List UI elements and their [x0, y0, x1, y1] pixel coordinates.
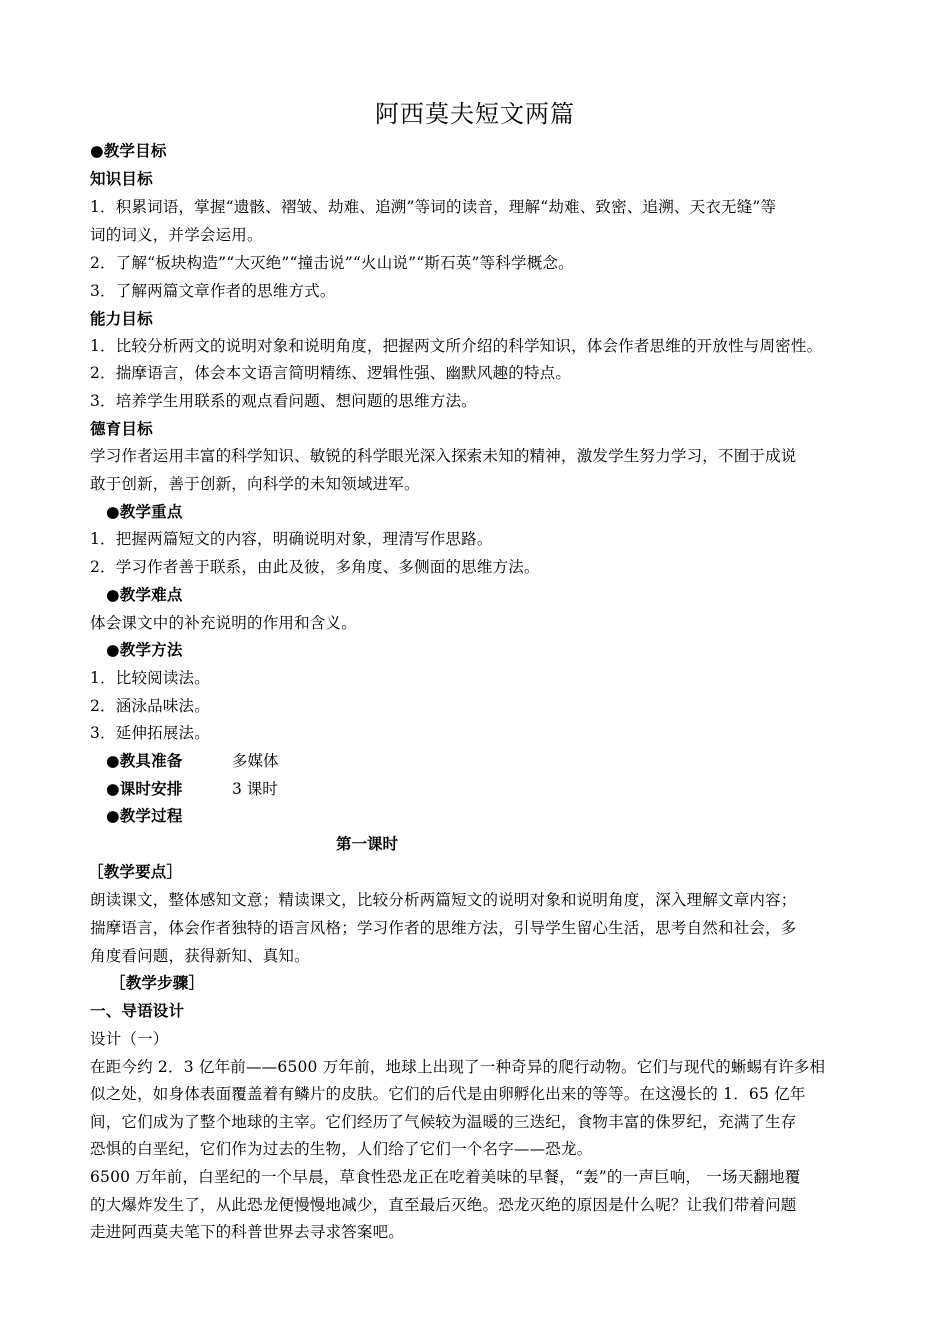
- tools-value: 多媒体: [232, 752, 279, 770]
- key-point-line: 1．把握两篇短文的内容，明确说明对象，理清写作思路。: [90, 530, 493, 548]
- lesson-heading: 第一课时: [335, 835, 398, 853]
- paragraph-line: 6500 万年前，白垩纪的一个早晨，草食性恐龙正在吃着美味的早餐，“轰”的一声巨响， 一场天翻地覆: [90, 1168, 801, 1186]
- knowledge-heading: 知识目标: [90, 170, 153, 188]
- schedule-heading: ●课时安排: [106, 780, 183, 798]
- ability-line: 1．比较分析两文的说明对象和说明角度，把握两文所介绍的科学知识，体会作者思维的开放性与周密性。: [90, 337, 823, 355]
- key-points-heading: ●教学重点: [106, 503, 183, 521]
- points-heading: ［教学要点］: [88, 863, 183, 881]
- difficulty-heading: ●教学难点: [106, 586, 183, 604]
- moral-line: 学习作者运用丰富的科学知识、敏锐的科学眼光深入探索未知的精神，激发学生努力学习，不囿于成说: [90, 447, 797, 465]
- methods-heading: ●教学方法: [106, 641, 183, 659]
- paragraph-line: 在距今约 2．3 亿年前——6500 万年前，地球上出现了一种奇异的爬行动物。它们与现代的蜥蜴有许多相: [90, 1058, 826, 1076]
- paragraph-line: 似之处，如身体表面覆盖着有鳞片的皮肤。它们的后代是由卵孵化出来的等等。在这漫长的 1．65 亿年: [90, 1085, 806, 1103]
- process-heading: ●教学过程: [106, 807, 183, 825]
- paragraph-line: 的大爆炸发生了，从此恐龙便慢慢地减少，直至最后灭绝。恐龙灭绝的原因是什么呢？让我们带着问题: [90, 1196, 797, 1214]
- page-title: 阿西莫夫短文两篇: [375, 100, 575, 128]
- ability-line: 2．揣摩语言，体会本文语言简明精练、逻辑性强、幽默风趣的特点。: [90, 364, 572, 382]
- steps-heading: ［教学步骤］: [110, 974, 205, 992]
- method-item: 1．比较阅读法。: [90, 669, 210, 687]
- paragraph-line: 间，它们成为了整个地球的主宰。它们经历了气候较为温暖的三迭纪，食物丰富的侏罗纪，充满了生存: [90, 1113, 797, 1131]
- points-line: 揣摩语言，体会作者独特的语言风格；学习作者的思维方法，引导学生留心生活，思考自然和社会，多: [90, 919, 797, 937]
- method-item: 3．延伸拓展法。: [90, 724, 210, 742]
- ability-heading: 能力目标: [90, 310, 153, 328]
- moral-line: 敢于创新，善于创新，向科学的未知领域进军。: [90, 475, 420, 493]
- points-line: 角度看问题，获得新知、真知。: [90, 947, 310, 965]
- points-line: 朗读课文，整体感知文意；精读课文，比较分析两篇短文的说明对象和说明角度，深入理解文章内容；: [90, 891, 797, 909]
- moral-heading: 德育目标: [90, 420, 153, 438]
- knowledge-line: 1．积累词语，掌握“遗骸、褶皱、劫难、追溯”等词的读音，理解“劫难、致密、追溯、天衣无缝”等: [90, 198, 777, 216]
- knowledge-line: 3．了解两篇文章作者的思维方式。: [90, 282, 336, 300]
- tools-heading: ●教具准备: [106, 752, 183, 770]
- section-heading: 一、导语设计: [90, 1002, 185, 1020]
- difficulty-text: 体会课文中的补充说明的作用和含义。: [90, 614, 357, 632]
- key-point-line: 2．学习作者善于联系，由此及彼，多角度、多侧面的思维方法。: [90, 558, 540, 576]
- paragraph-line: 恐惧的白垩纪，它们作为过去的生物，人们给了它们一个名字——恐龙。: [90, 1140, 593, 1158]
- knowledge-line: 2．了解“板块构造”“大灭绝”“撞击说”“火山说”“斯石英”等科学概念。: [90, 254, 574, 272]
- ability-line: 3．培养学生用联系的观点看问题、想问题的思维方法。: [90, 392, 477, 410]
- design-label: 设计（一）: [90, 1030, 169, 1048]
- paragraph-line: 走进阿西莫夫笔下的科普世界去寻求答案吧。: [90, 1223, 405, 1241]
- goals-heading: ●教学目标: [90, 142, 167, 160]
- schedule-value: 3 课时: [232, 780, 278, 798]
- method-item: 2．涵泳品味法。: [90, 697, 210, 715]
- knowledge-line: 词的词义，并学会运用。: [90, 226, 263, 244]
